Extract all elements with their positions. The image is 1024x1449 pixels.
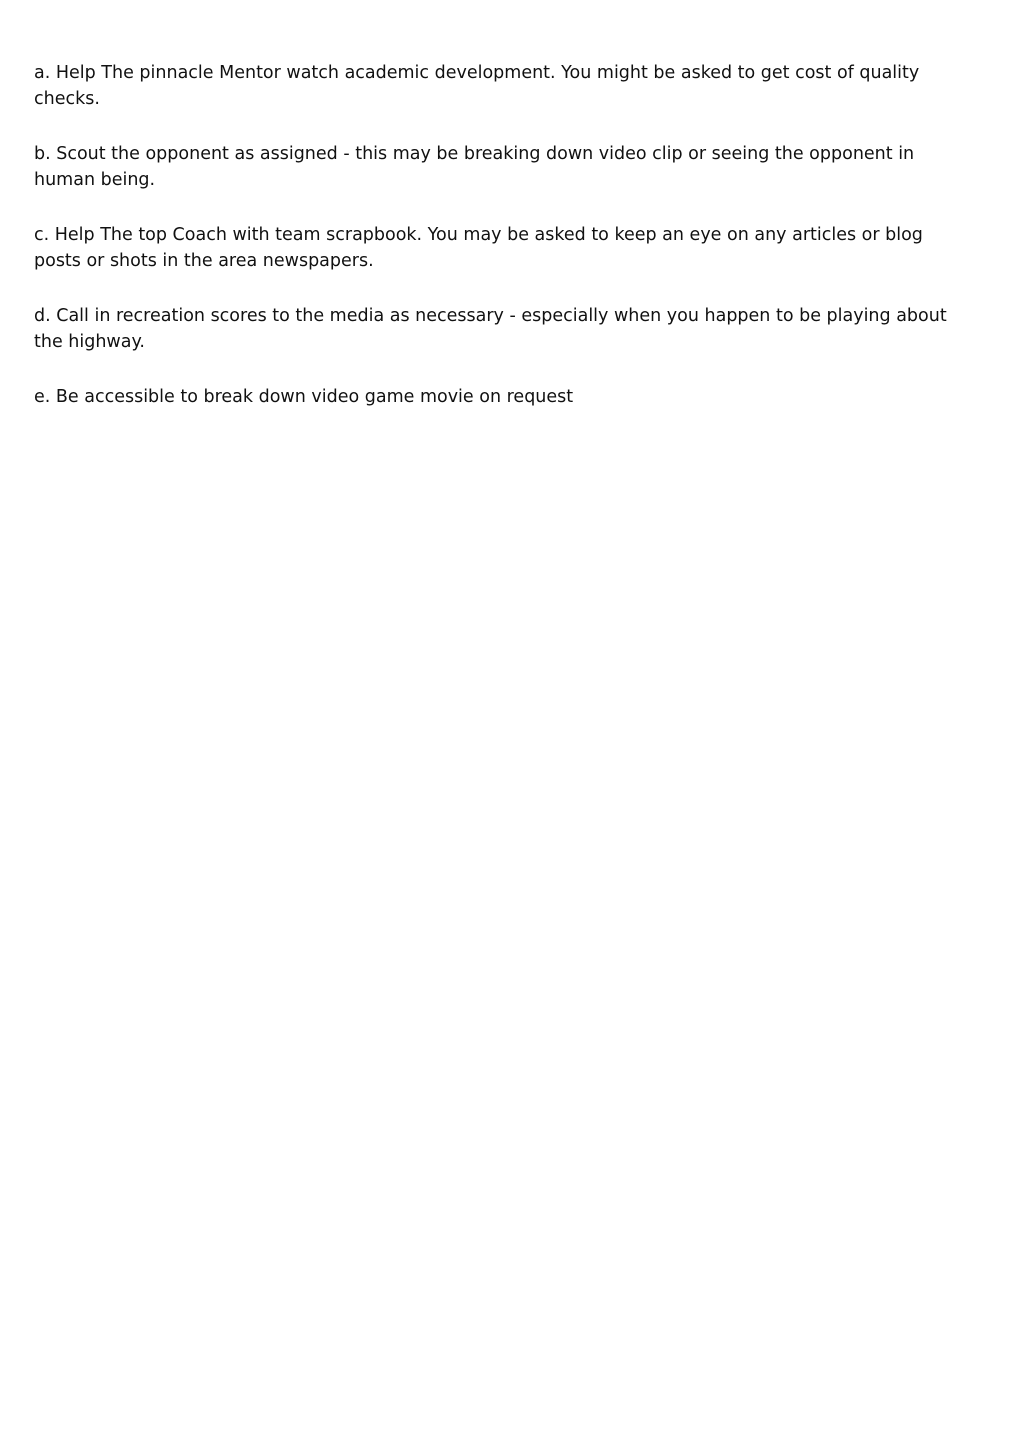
paragraph-b: b. Scout the opponent as assigned - this may be breaking down video clip or seeing the opponent in human being. [34,144,915,190]
paragraph-a: a. Help The pinnacle Mentor watch academic development. You might be asked to get cost of quality checks. [34,63,920,109]
document-body [34,60,974,439]
paragraph-e: e. Be accessible to break down video game movie on request [34,387,574,407]
paragraph-d: d. Call in recreation scores to the media as necessary - especially when you happen to be playing about the highway. [34,306,947,352]
paragraph-c: c. Help The top Coach with team scrapbook. You may be asked to keep an eye on any articles or blog posts or shots in the area newspapers. [34,225,923,271]
